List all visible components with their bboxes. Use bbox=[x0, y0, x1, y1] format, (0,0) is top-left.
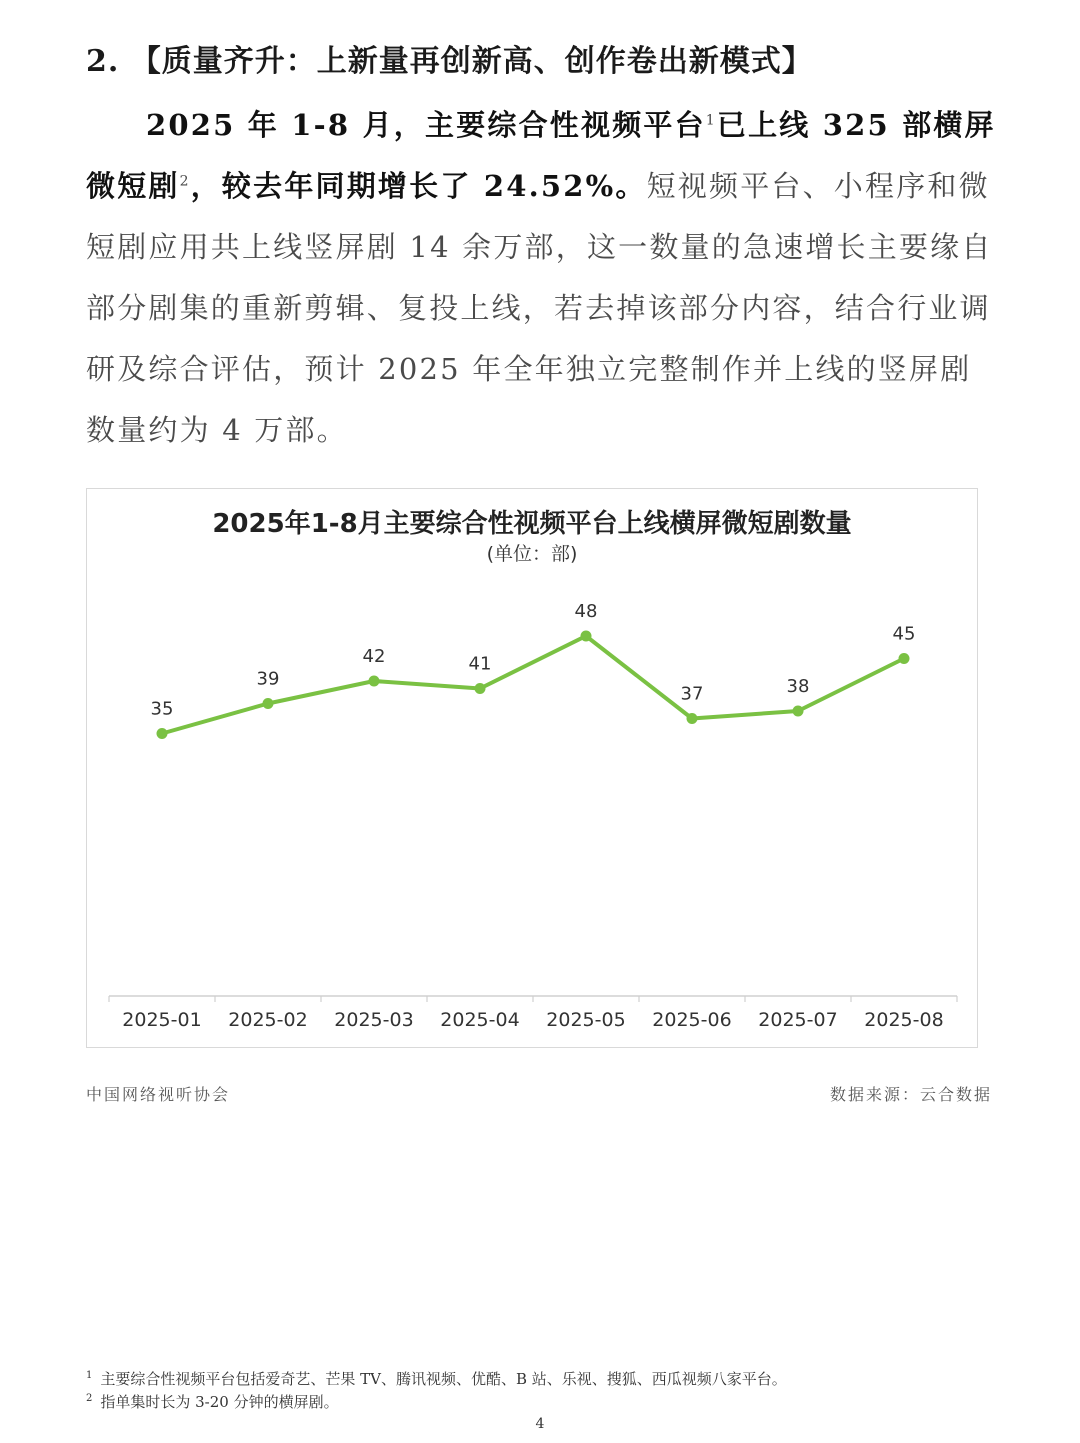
x-tick-label: 2025-06 bbox=[652, 1009, 732, 1031]
data-label: 48 bbox=[574, 601, 598, 622]
data-point bbox=[369, 676, 380, 687]
paragraph-bold-a: 2025 年 1-8 月，主要综合性视频平台 bbox=[146, 108, 706, 142]
chart-title: 2025年1-8月主要综合性视频平台上线横屏微短剧数量 bbox=[212, 509, 852, 539]
data-point bbox=[581, 631, 592, 642]
x-tick-label: 2025-04 bbox=[440, 1009, 520, 1031]
paragraph-normal: 短视频平台、小程序和微短剧应用共上线竖屏剧 14 余万部，这一数量的急速增长主要缘自部分剧集的重新剪辑、复投上线，若去掉该部分内容，结合行业调研及综合评估，预计 2025 年全年独立完整制作并上线的竖屏剧数量约为 4 万部。 bbox=[86, 169, 993, 447]
body-paragraph bbox=[86, 95, 996, 461]
data-label: 45 bbox=[892, 623, 916, 645]
data-label: 37 bbox=[680, 683, 704, 705]
data-label: 39 bbox=[256, 668, 280, 690]
data-point bbox=[157, 728, 168, 739]
data-label: 42 bbox=[362, 646, 386, 667]
data-source-label: 数据来源：云合数据 bbox=[829, 1085, 992, 1104]
data-point bbox=[475, 683, 486, 694]
data-label: 38 bbox=[786, 676, 810, 697]
data-point bbox=[263, 698, 274, 709]
footnote-2 bbox=[86, 1391, 787, 1414]
publisher-label: 中国网络视听协会 bbox=[86, 1085, 231, 1104]
chart-svg bbox=[87, 489, 979, 1049]
x-tick-label: 2025-07 bbox=[758, 1009, 838, 1031]
footnote-1 bbox=[86, 1368, 787, 1391]
footnote-ref-2[interactable]: 2 bbox=[179, 173, 191, 190]
footnote-text-1: 主要综合性视频平台包括爱奇艺、芒果 TV、腾讯视频、优酷、B 站、乐视、搜狐、西瓜视频八家平台。 bbox=[100, 1370, 787, 1388]
x-tick-label: 2025-03 bbox=[334, 1009, 414, 1031]
footnote-text-2: 指单集时长为 3-20 分钟的横屏剧。 bbox=[100, 1393, 339, 1411]
data-label: 35 bbox=[150, 698, 174, 720]
data-point bbox=[793, 706, 804, 717]
x-tick-label: 2025-01 bbox=[122, 1009, 202, 1031]
section-heading: 2. 【质量齐升：上新量再创新高、创作卷出新模式】 bbox=[86, 44, 813, 79]
paragraph-bold-c: ，较去年同期增长了 24.52%。 bbox=[190, 169, 647, 203]
footnote-marker-1: 1 bbox=[86, 1370, 93, 1381]
x-tick-label: 2025-05 bbox=[546, 1009, 626, 1031]
data-label: 41 bbox=[468, 653, 492, 675]
footnotes bbox=[86, 1368, 787, 1414]
data-point bbox=[687, 713, 698, 724]
footnote-ref-1[interactable]: 1 bbox=[705, 112, 717, 129]
x-tick-label: 2025-08 bbox=[864, 1009, 944, 1031]
page-number: 4 bbox=[535, 1416, 545, 1432]
data-point bbox=[899, 653, 910, 664]
chart-subtitle: (单位：部) bbox=[486, 543, 578, 565]
line-chart bbox=[86, 488, 978, 1048]
paragraph-bold-b: 已上线 325 部横屏微短剧 bbox=[86, 108, 996, 203]
footnote-marker-2: 2 bbox=[86, 1393, 93, 1404]
x-tick-label: 2025-02 bbox=[228, 1009, 308, 1031]
